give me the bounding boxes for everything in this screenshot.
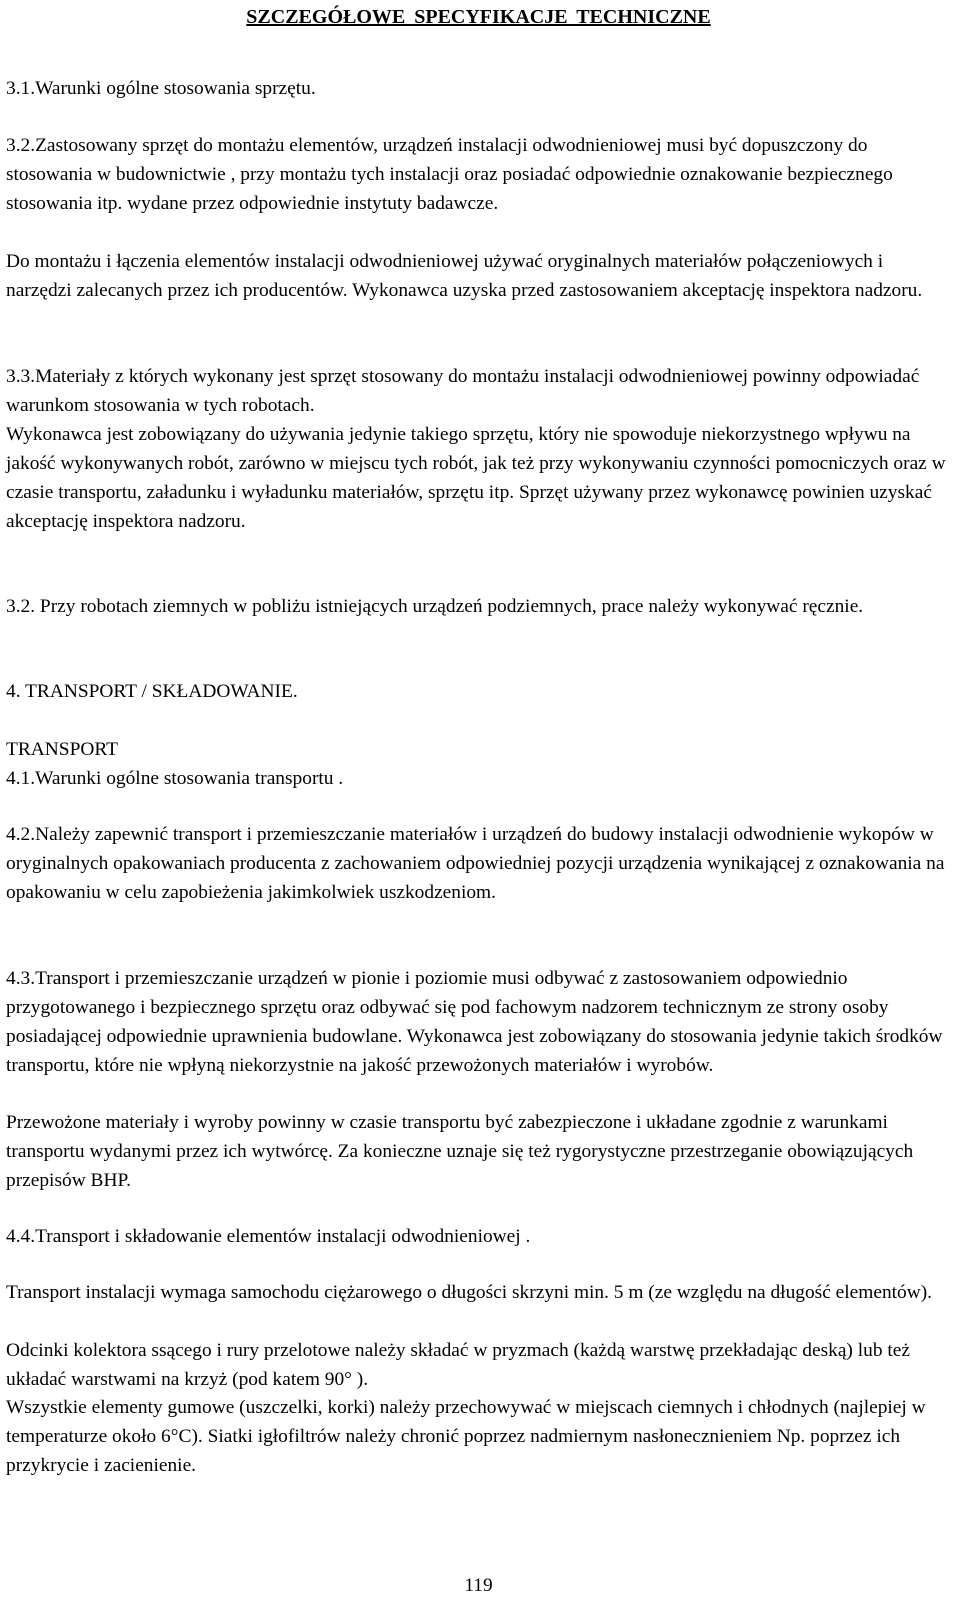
section-3-1-heading: 3.1.Warunki ogólne stosowania sprzętu. — [6, 78, 316, 99]
section-4-3-paragraph: 4.3.Transport i przemieszczanie urządzeń w pionie i poziomie musi odbywać z zastosowaniem odpowiednio przygotowanego i bezpiecznego sprzętu oraz odbywać się pod fachowym nadzorem technicznym ze strony osoby posiadającej odpowiednie uprawnienia budowlane. Wykonawca jest zobowiązany do stosowania jedynie takich środków transportu, które nie wpłyną niekorzystnie na jakość przewożonych materiałów i wyrobów. — [6, 968, 943, 1076]
section-4-1-heading: 4.1.Warunki ogólne stosowania transportu . — [6, 768, 344, 789]
page-number: 119 — [464, 1575, 493, 1596]
section-3-3-paragraph-continued: Wykonawca jest zobowiązany do używania jedynie takiego sprzętu, który nie spowoduje niekorzystnego wpływu na jakość wykonywanych robót, zarówno w miejscu tych robót, jak też przy wykonywaniu czynności pomocniczych oraz w czasie transportu, załadunku i wyładunku materiałów, sprzętu itp. Sprzęt używany przez wykonawcę powinien uzyskać akceptację inspektora nadzoru. — [6, 424, 946, 532]
section-4-4-storage-paragraph: Odcinki kolektora ssącego i rury przelotowe należy składać w pryzmach (każdą warstwę przekładając deską) lub też układać warstwami na krzyż (pod katem 90° ). — [6, 1340, 910, 1390]
document-title: SZCZEGÓŁOWE SPECYFIKACJE TECHNICZNE — [246, 6, 711, 28]
section-3-2-earthworks-paragraph: 3.2. Przy robotach ziemnych w pobliżu istniejących urządzeń podziemnych, prace należy wykonywać ręcznie. — [6, 596, 864, 617]
section-4-4-rubber-paragraph: Wszystkie elementy gumowe (uszczelki, korki) należy przechowywać w miejscach ciemnych i chłodnych (najlepiej w temperaturze około 6°C). Siatki igłofiltrów należy chronić poprzez nadmiernym nasłonecznieniem Np. poprzez ich przykrycie i zacienienie. — [6, 1397, 926, 1476]
section-4-4-heading: 4.4.Transport i składowanie elementów instalacji odwodnieniowej . — [6, 1226, 531, 1247]
section-3-2-paragraph-continued: Do montażu i łączenia elementów instalacji odwodnieniowej używać oryginalnych materiałów połączeniowych i narzędzi zalecanych przez ich producentów. Wykonawca uzyska przed zastosowaniem akceptację inspektora nadzoru. — [6, 251, 923, 301]
section-4-2-paragraph: 4.2.Należy zapewnić transport i przemieszczanie materiałów i urządzeń do budowy instalacji odwodnienie wykopów w oryginalnych opakowaniach producenta z zachowaniem odpowiedniej pozycji urządzenia wynikającej z oznakowania na opakowaniu w celu zapobieżenia jakimkolwiek uszkodzeniom. — [6, 824, 945, 903]
section-3-2-paragraph: 3.2.Zastosowany sprzęt do montażu elementów, urządzeń instalacji odwodnieniowej musi być dopuszczony do stosowania w budownictwie , przy montażu tych instalacji oraz posiadać odpowiednie oznakowanie bezpiecznego stosowania itp. wydane przez odpowiednie instytuty badawcze. — [6, 135, 893, 214]
transport-heading: TRANSPORT — [6, 739, 118, 760]
section-4-4-vehicle-paragraph: Transport instalacji wymaga samochodu ciężarowego o długości skrzyni min. 5 m (ze względu na długość elementów). — [6, 1282, 933, 1303]
section-4-3-paragraph-continued: Przewożone materiały i wyroby powinny w czasie transportu być zabezpieczone i układane zgodnie z warunkami transportu wydanymi przez ich wytwórcę. Za konieczne uznaje się też rygorystyczne przestrzeganie obowiązujących przepisów BHP. — [6, 1112, 914, 1191]
section-4-heading: 4. TRANSPORT / SKŁADOWANIE. — [6, 681, 298, 702]
section-3-3-paragraph: 3.3.Materiały z których wykonany jest sprzęt stosowany do montażu instalacji odwodnieniowej powinny odpowiadać warunkom stosowania w tych robotach. — [6, 366, 920, 416]
